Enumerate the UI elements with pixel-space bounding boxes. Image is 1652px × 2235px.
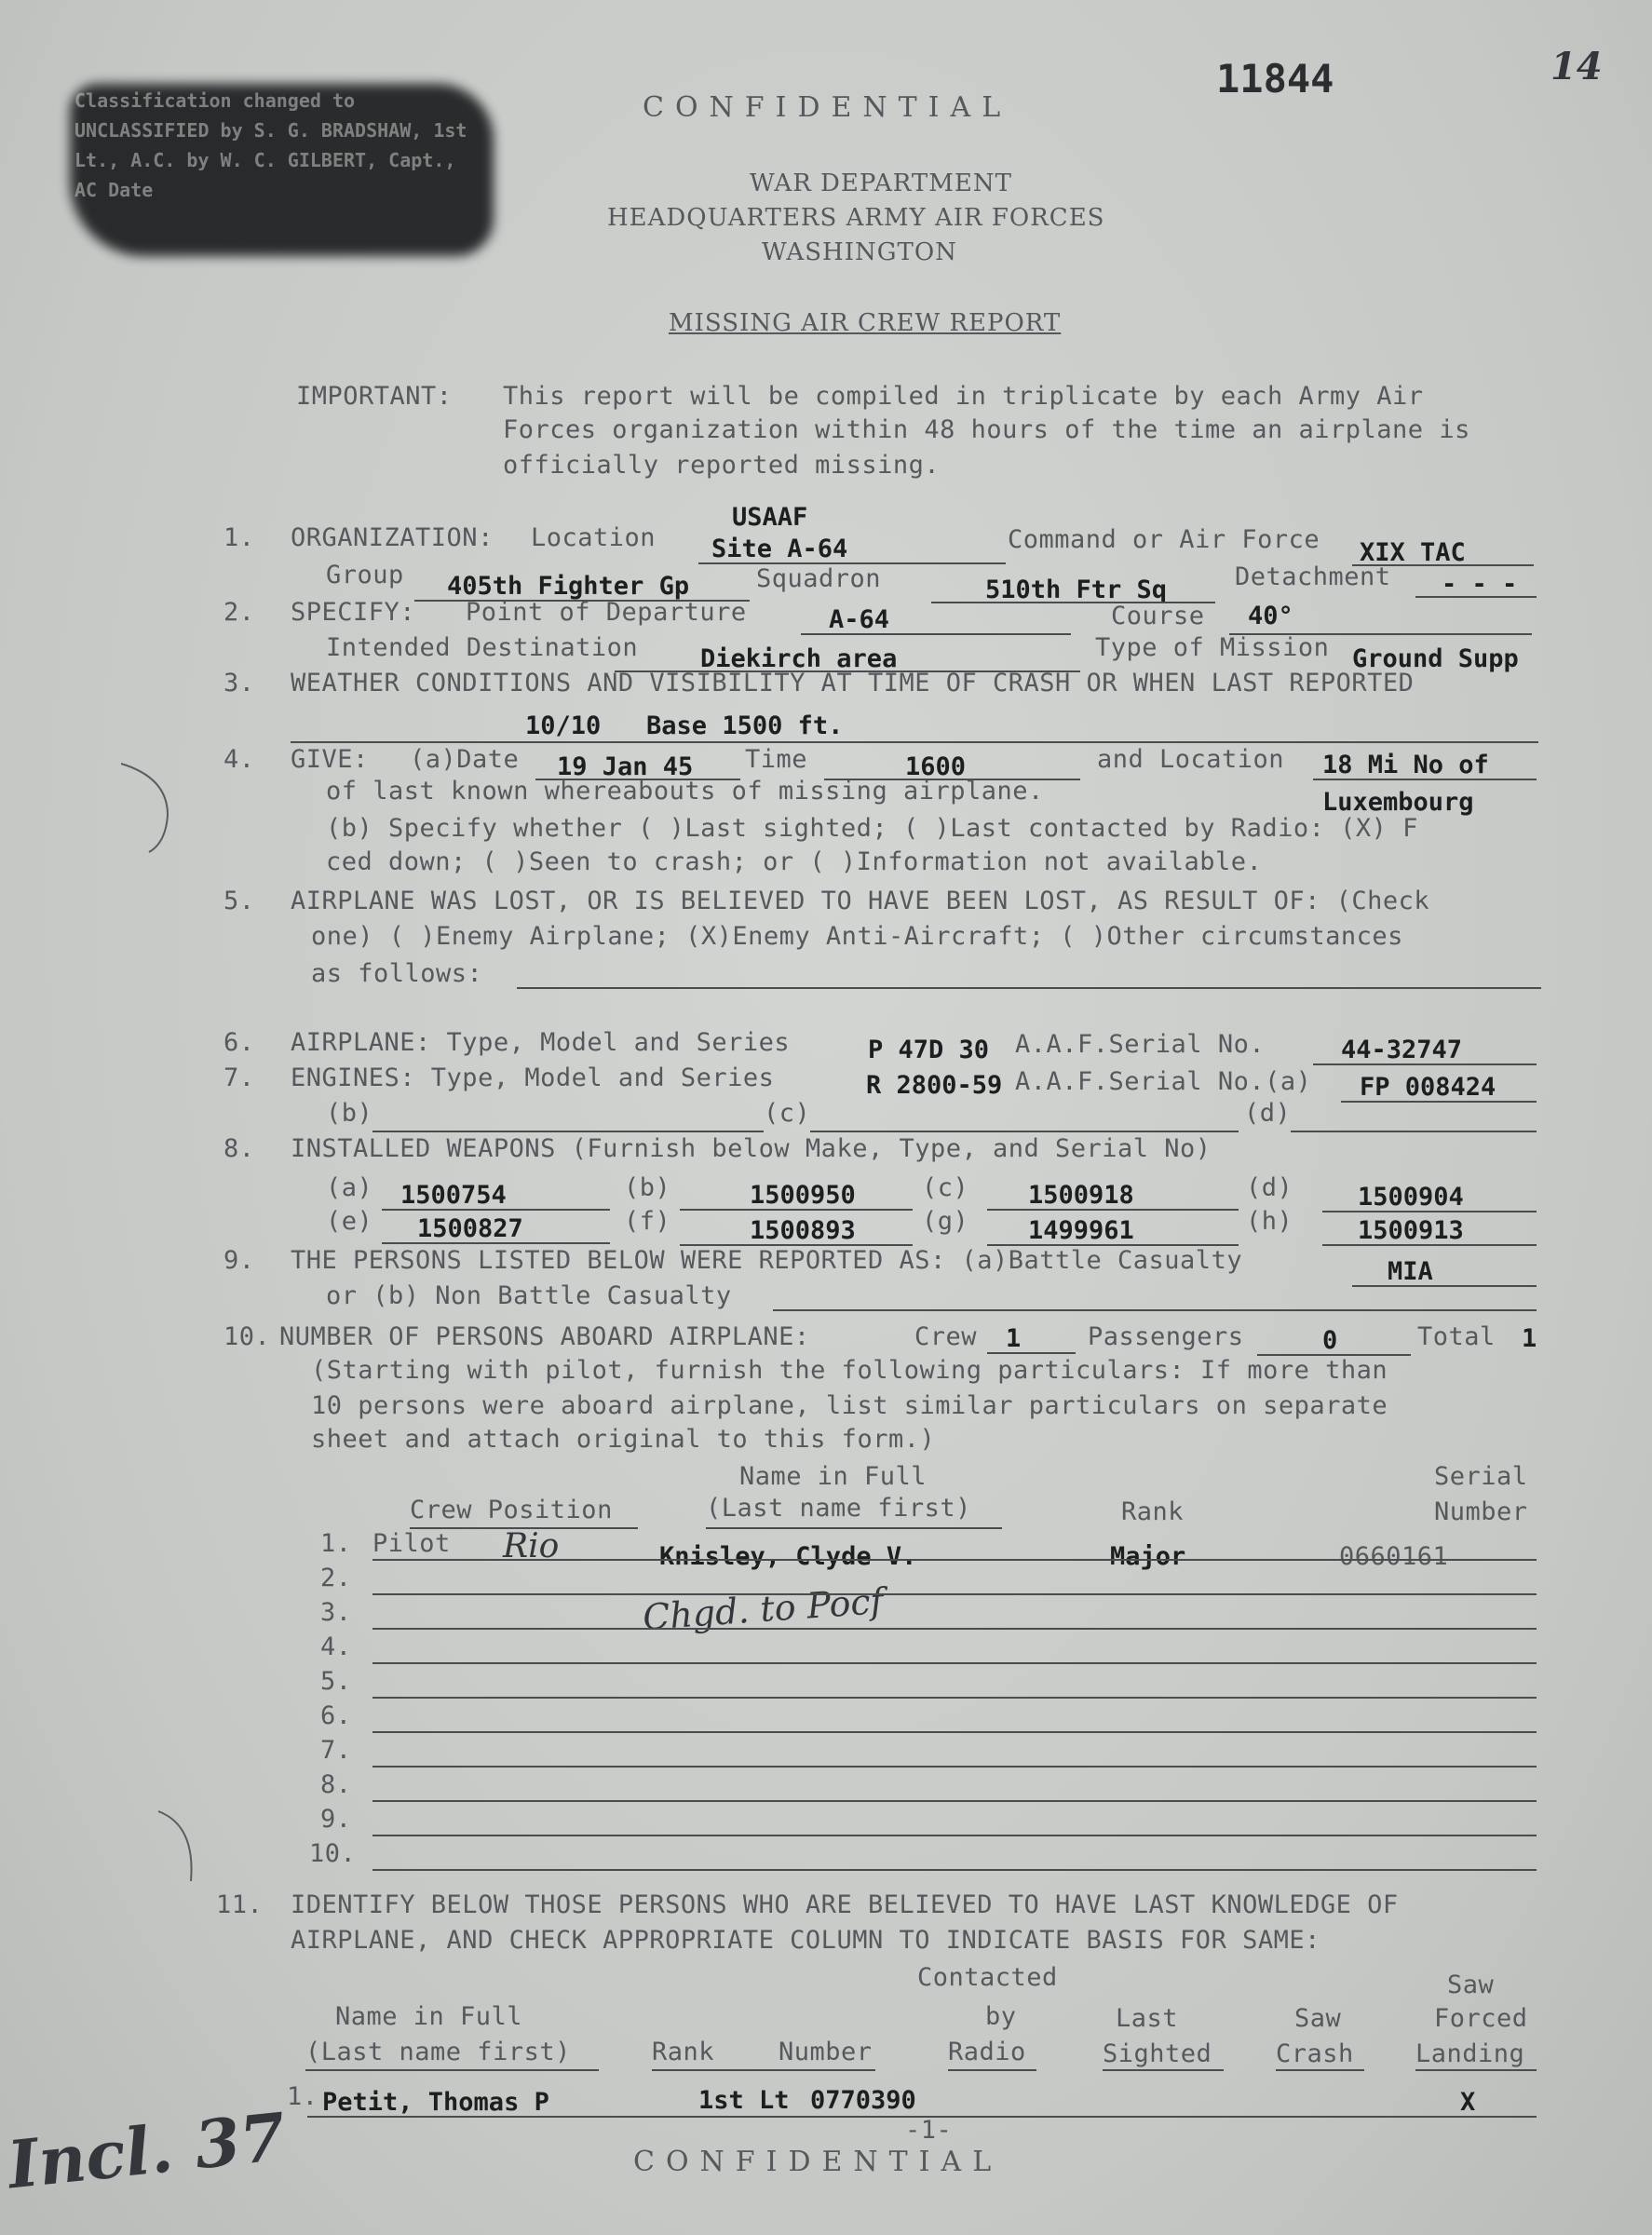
- classification-header: CONFIDENTIAL: [643, 91, 1012, 124]
- s10-col-rank: Rank: [1121, 1497, 1185, 1526]
- weapon-serial: 1500893: [750, 1216, 856, 1245]
- witness-rank: 1st Lt: [698, 2086, 790, 2115]
- s4-date-value: 19 Jan 45: [557, 752, 694, 781]
- s1-command-label: Command or Air Force: [1008, 525, 1320, 554]
- s10-passengers-label: Passengers: [1088, 1322, 1244, 1351]
- s4-b-line2: ced down; ( )Seen to crash; or ( )Information not available.: [326, 847, 1263, 876]
- s1-group-value: 405th Fighter Gp: [447, 572, 690, 601]
- crew-row-underline: [372, 1800, 1537, 1802]
- s7-b: (b): [326, 1099, 373, 1128]
- s4-b-line1: (b) Specify whether ( )Last sighted; ( )Last contacted by Radio: (X) F: [326, 814, 1418, 843]
- crew-row-underline: [372, 1662, 1537, 1664]
- witness-forced-landing-mark: X: [1460, 2088, 1476, 2117]
- crew-rank: Major: [1110, 1542, 1186, 1571]
- crew-row-underline: [372, 1697, 1537, 1699]
- crew-row-num: 9.: [320, 1805, 352, 1834]
- important-line3: officially reported missing.: [503, 451, 941, 480]
- weapon-serial: 1500827: [417, 1214, 523, 1243]
- s6-model-value: P 47D 30: [868, 1036, 990, 1064]
- s7-label: ENGINES: Type, Model and Series: [291, 1063, 775, 1092]
- weapon-serial: 1500950: [750, 1181, 856, 1210]
- s1-location-value-top: USAAF: [732, 503, 808, 532]
- s3-number: 3.: [223, 669, 255, 698]
- page-number: -1-: [905, 2116, 953, 2145]
- s10-crew-value: 1: [1006, 1324, 1022, 1353]
- weapon-serial: 1500754: [400, 1181, 507, 1210]
- s11-col-number: Number: [779, 2038, 873, 2066]
- dept-line3: WASHINGTON: [762, 238, 957, 266]
- crew-row-underline: [372, 1593, 1537, 1595]
- crew-name: Knisley, Clyde V.: [659, 1542, 917, 1571]
- weapon-serial: 1500918: [1028, 1181, 1134, 1210]
- crew-row-num: 4.: [320, 1632, 352, 1661]
- witness-number: 0770390: [810, 2086, 916, 2115]
- s1-number: 1.: [223, 523, 255, 552]
- weapon-letter: (d): [1246, 1173, 1293, 1202]
- s6-serial-label: A.A.F.Serial No.: [1015, 1030, 1266, 1059]
- crew-row-underline: [372, 1628, 1537, 1630]
- s7-serial-value: FP 008424: [1360, 1073, 1496, 1102]
- margin-pencil-mark: [112, 759, 186, 861]
- s2-number: 2.: [223, 598, 255, 627]
- s4-location-label: and Location: [1097, 745, 1285, 774]
- s11-line1: IDENTIFY BELOW THOSE PERSONS WHO ARE BELIEVED TO HAVE LAST KNOWLEDGE OF: [291, 1890, 1399, 1919]
- weapon-letter: (b): [624, 1173, 671, 1202]
- s1-squadron-value: 510th Ftr Sq: [985, 576, 1168, 604]
- s2-departure-value: A-64: [829, 605, 890, 634]
- crew-row-num: 7.: [320, 1736, 352, 1765]
- crew-row-underline: [372, 1766, 1537, 1768]
- s1-detachment-label: Detachment: [1235, 562, 1391, 591]
- s9-line1: THE PERSONS LISTED BELOW WERE REPORTED AS: (a)Battle Casualty: [291, 1246, 1243, 1275]
- s9-line2: or (b) Non Battle Casualty: [326, 1281, 732, 1310]
- s7-number: 7.: [223, 1063, 255, 1092]
- s2-mission-label: Type of Mission: [1095, 633, 1330, 662]
- s4-time-label: Time: [745, 745, 808, 774]
- report-number: 11844: [1216, 56, 1334, 102]
- s6-serial-value: 44-32747: [1341, 1036, 1463, 1064]
- handwritten-note-rio: Rio: [503, 1527, 560, 1565]
- inclosure-annotation: Incl. 37: [4, 2097, 290, 2204]
- s10-total-label: Total: [1417, 1322, 1496, 1351]
- s11-col-crash-bottom: Crash: [1276, 2039, 1354, 2068]
- s11-col-sighted-bottom: Sighted: [1103, 2039, 1212, 2068]
- s2-departure-label: Point of Departure: [466, 598, 747, 627]
- s11-col-forced-top: Saw: [1447, 1971, 1495, 1999]
- s10-number: 10.: [223, 1322, 271, 1351]
- handwritten-note-changed: Chgd. to Pocf: [641, 1580, 886, 1638]
- s10-col-name-bottom: (Last name first): [706, 1494, 971, 1523]
- s5-line1: AIRPLANE WAS LOST, OR IS BELIEVED TO HAVE BEEN LOST, AS RESULT OF: (Check: [291, 887, 1430, 915]
- s10-col-position: Crew Position: [410, 1496, 613, 1524]
- s10-total-value: 1: [1522, 1324, 1537, 1353]
- important-line1: This report will be compiled in triplicate by each Army Air: [503, 382, 1424, 411]
- s4-number: 4.: [223, 745, 255, 774]
- s4-location-value2: Luxembourg: [1322, 788, 1474, 817]
- s4-line2: of last known whereabouts of missing airplane.: [326, 777, 1044, 806]
- s7-serial-label: A.A.F.Serial No.(a): [1015, 1067, 1312, 1096]
- s11-col-forced-mid: Forced: [1434, 2004, 1528, 2033]
- margin-pencil-mark: [154, 1807, 210, 1890]
- s2-course-value: 40°: [1248, 602, 1293, 630]
- s1-squadron-label: Squadron: [756, 564, 882, 593]
- s11-number: 11.: [216, 1890, 264, 1919]
- weapon-letter: (g): [922, 1207, 969, 1236]
- corner-mark: 14: [1550, 45, 1603, 88]
- crew-row-num: 10.: [309, 1839, 357, 1868]
- s1-command-value: XIX TAC: [1360, 538, 1466, 567]
- s7-d: (d): [1244, 1099, 1292, 1128]
- weapon-letter: (e): [326, 1207, 373, 1236]
- s5-number: 5.: [223, 887, 255, 915]
- s8-number: 8.: [223, 1134, 255, 1163]
- important-line2: Forces organization within 48 hours of the time an airplane is: [503, 415, 1470, 444]
- s11-col-radio-mid: by: [985, 2002, 1017, 2031]
- crew-row-num: 3.: [320, 1598, 352, 1627]
- s10-passengers-value: 0: [1322, 1326, 1338, 1355]
- s10-crew-label: Crew: [914, 1322, 978, 1351]
- weapon-letter: (h): [1246, 1207, 1293, 1236]
- s11-line2: AIRPLANE, AND CHECK APPROPRIATE COLUMN TO INDICATE BASIS FOR SAME:: [291, 1926, 1320, 1955]
- weapon-letter: (a): [326, 1173, 373, 1202]
- crew-row-num: 8.: [320, 1770, 352, 1799]
- s2-destination-value: Diekirch area: [700, 644, 898, 673]
- crew-serial: 0660161: [1339, 1542, 1449, 1571]
- witness-name: Petit, Thomas P: [322, 2088, 549, 2117]
- s10-line2: (Starting with pilot, furnish the following particulars: If more than: [311, 1356, 1388, 1385]
- redacted-classification-stamp: Classification changed to UNCLASSIFIED by S. G. BRADSHAW, 1st Lt., A.C. by W. C. GILBERT, Capt., AC Date: [74, 89, 467, 201]
- witness-row-num: 1.: [287, 2082, 318, 2111]
- s4-time-value: 1600: [905, 752, 967, 781]
- s11-col-name-top: Name in Full: [335, 2002, 523, 2031]
- crew-row-num: 6.: [320, 1701, 352, 1730]
- s10-line4: sheet and attach original to this form.): [311, 1425, 936, 1454]
- s11-col-sighted-top: Last: [1116, 2004, 1179, 2033]
- s2-mission-value: Ground Supp: [1352, 644, 1519, 673]
- crew-row-num: 1.: [320, 1529, 352, 1558]
- crew-row-underline: [372, 1869, 1537, 1871]
- crew-row-underline: [372, 1835, 1537, 1836]
- s4-location-value: 18 Mi No of: [1322, 751, 1489, 779]
- weapon-serial: 1500904: [1358, 1183, 1464, 1212]
- s1-detachment-value: - - -: [1442, 570, 1518, 599]
- crew-row-num: 2.: [320, 1564, 352, 1592]
- s8-label: INSTALLED WEAPONS (Furnish below Make, Type, and Serial No): [291, 1134, 1212, 1163]
- crew-row-underline: [372, 1731, 1537, 1733]
- s3-text: WEATHER CONDITIONS AND VISIBILITY AT TIME OF CRASH OR WHEN LAST REPORTED: [291, 669, 1415, 698]
- weapon-letter: (f): [624, 1207, 671, 1236]
- weapon-serial: 1499961: [1028, 1216, 1134, 1245]
- crew-row-underline: [372, 1559, 1537, 1561]
- s11-col-crash-top: Saw: [1294, 2004, 1342, 2033]
- s10-col-serial-top: Serial: [1434, 1462, 1528, 1491]
- s7-model-value: R 2800-59: [866, 1071, 1003, 1100]
- s2-course-label: Course: [1111, 602, 1205, 630]
- s9-number: 9.: [223, 1246, 255, 1275]
- s4-label: GIVE:: [291, 745, 369, 774]
- s6-number: 6.: [223, 1028, 255, 1057]
- s6-label: AIRPLANE: Type, Model and Series: [291, 1028, 791, 1057]
- s10-col-name-top: Name in Full: [739, 1462, 928, 1491]
- s11-col-name-bottom: (Last name first): [305, 2038, 571, 2066]
- crew-position: Pilot: [372, 1529, 451, 1558]
- dept-line2: HEADQUARTERS ARMY AIR FORCES: [607, 204, 1105, 232]
- s4-date-label: (a)Date: [410, 745, 520, 774]
- s1-location-value: Site A-64: [711, 535, 848, 563]
- crew-row-num: 5.: [320, 1667, 352, 1696]
- s1-label: ORGANIZATION:: [291, 523, 494, 552]
- weapon-serial: 1500913: [1358, 1216, 1464, 1245]
- s3-value: 10/10 Base 1500 ft.: [525, 711, 844, 740]
- s10-label: NUMBER OF PERSONS ABOARD AIRPLANE:: [279, 1322, 810, 1351]
- s2-destination-label: Intended Destination: [326, 633, 639, 662]
- s9-value: MIA: [1388, 1257, 1433, 1286]
- form-title: MISSING AIR CREW REPORT: [669, 309, 1062, 337]
- s11-col-rank: Rank: [652, 2038, 715, 2066]
- important-label: IMPORTANT:: [296, 382, 453, 411]
- s11-col-radio-top: Contacted: [917, 1963, 1058, 1992]
- s11-col-radio-bottom: Radio: [948, 2038, 1026, 2066]
- dept-line1: WAR DEPARTMENT: [750, 169, 1012, 197]
- s1-location-label: Location: [531, 523, 657, 552]
- s1-group-label: Group: [326, 561, 404, 589]
- s5-line2: one) ( )Enemy Airplane; (X)Enemy Anti-Aircraft; ( )Other circumstances: [311, 922, 1403, 951]
- s10-line3: 10 persons were aboard airplane, list similar particulars on separate: [311, 1391, 1388, 1420]
- s11-col-forced-bottom: Landing: [1415, 2039, 1525, 2068]
- s5-line3: as follows:: [311, 959, 483, 988]
- s10-col-serial-bottom: Number: [1434, 1497, 1528, 1526]
- classification-footer: CONFIDENTIAL: [633, 2146, 1003, 2178]
- weapon-letter: (c): [922, 1173, 969, 1202]
- s7-c: (c): [764, 1099, 811, 1128]
- s2-label: SPECIFY:: [291, 598, 416, 627]
